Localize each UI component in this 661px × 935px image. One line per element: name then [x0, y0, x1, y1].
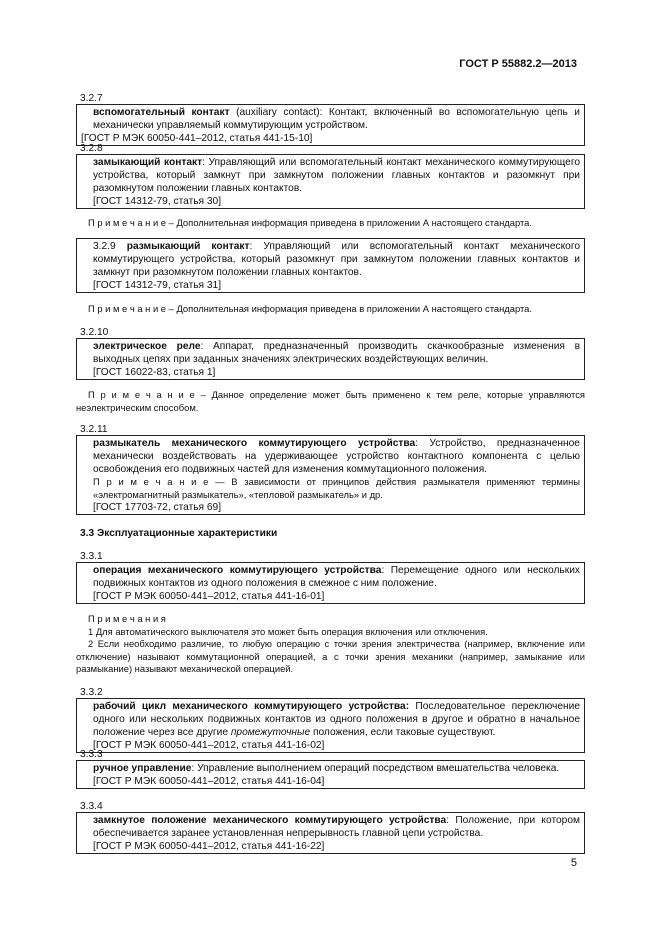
definition-box	[76, 698, 585, 753]
definition: : Устройство, предназначенное механически воздействовать на удерживающее устройство контактного компонента с целью освобождения его подвижных частей для изменения коммутационного положения.	[93, 438, 580, 475]
notes-title: П р и м е ч а н и я	[88, 613, 166, 624]
definition-box	[76, 338, 585, 380]
definition-text	[81, 106, 580, 132]
definition-text	[81, 240, 580, 279]
note-label: П р и м е ч а н и е	[88, 303, 167, 314]
page-number: 5	[570, 857, 577, 869]
source-reference: [ГОСТ 16022-83, статья 1]	[93, 367, 216, 378]
source-reference: [ГОСТ Р МЭК 60050-441–2012, статья 441-15-10]	[81, 133, 313, 144]
note-text: – Дополнительная информация приведена в приложении А настоящего стандарта.	[166, 217, 532, 228]
note-item: 1 Для автоматического выключателя это может быть операция включения или отключения.	[88, 625, 488, 637]
notes-block	[76, 613, 585, 676]
term: размыкающий контакт	[126, 241, 250, 252]
entry-number: 3.3.3	[80, 749, 103, 760]
source-reference: [ГОСТ Р МЭК 60050-441–2012, статья 441-16-02]	[93, 740, 325, 751]
entry-number: 3.2.9	[93, 241, 116, 252]
definition-box	[76, 154, 585, 209]
term: операция механического коммутирующего устройства	[93, 565, 382, 576]
definition-box	[76, 238, 585, 293]
note-text: – Дополнительная информация приведена в приложении А настоящего стандарта.	[166, 303, 532, 314]
note-text: — В зависимости от принципов действия размыкателя применяют термины «электромагнитный размыкатель», «тепловой размыкатель» и др.	[93, 476, 580, 500]
definition-text	[81, 437, 580, 476]
note	[76, 389, 585, 414]
term: электрическое реле	[93, 341, 201, 352]
note-label: П р и м е ч а н и е	[88, 217, 167, 228]
note-item: 2 Если необходимо различие, то любую операцию с точки зрения электричества (например, включение или отключение) называют коммутационной операцией, а с точки зрения механики (например, замыкание или размыкание) называют механической операцией.	[76, 638, 585, 674]
definition-text	[81, 564, 580, 590]
definition-text	[81, 700, 580, 739]
definition-box	[76, 562, 585, 604]
definition: : Положение, при котором обеспечивается заранее установленная непрерывность главной цепи устройства.	[93, 815, 580, 839]
entry-number: 3.2.10	[80, 327, 109, 338]
term: замыкающий контакт	[93, 157, 203, 168]
term: размыкатель механического коммутирующего устройства	[93, 438, 416, 449]
definition: : Управление выполнением операций посредством вмешательства человека.	[191, 763, 560, 774]
definition: Последовательное переключение одного или нескольких подвижных контактов из одного положения в другое и обратно в начальное положение через все другие	[93, 701, 580, 738]
definition-box	[76, 812, 585, 854]
term: ручное управление	[93, 763, 192, 774]
term: вспомогательный контакт	[93, 107, 230, 118]
entry-number: 3.3.4	[80, 801, 103, 812]
note	[81, 476, 580, 501]
document-header: ГОСТ Р 55882.2—2013	[459, 58, 577, 70]
source-reference: [ГОСТ Р МЭК 60050-441–2012, статья 441-16-01]	[93, 591, 325, 602]
definition-text	[81, 762, 580, 775]
definition-text	[81, 156, 580, 195]
definition: (auxiliary contact): Контакт, включенный во вспомогательную цепь и механически управляемый коммутирующим устройством.	[93, 107, 581, 131]
definition: : Управляющий или вспомогательный контакт механического коммутирующего устройства, который разомкнут при замкнутом положении главных контактов и замкнут при разомкнутом положении главных контактов.	[93, 241, 580, 278]
definition-box	[76, 104, 585, 146]
note-text: – Данное определение может быть применено к тем реле, которые управляются неэлектрическим способом.	[76, 389, 585, 413]
entry-number: 3.3.1	[80, 551, 103, 562]
note	[76, 303, 585, 316]
note-label: П р и м е ч а н и е	[88, 389, 195, 400]
definition: : Перемещение одного или нескольких подвижных контактов из одного положения в смежное с ним положение.	[93, 565, 580, 589]
term: замкнутое положение механического коммутирующего устройства	[93, 815, 447, 826]
source-reference: [ГОСТ 14312-79, статья 30]	[93, 196, 222, 207]
source-reference: [ГОСТ 17703-72, статья 69]	[93, 502, 222, 513]
term: рабочий цикл механического коммутирующего устройства:	[93, 701, 410, 712]
definition-text	[81, 814, 580, 840]
section-heading: 3.3 Эксплуатационные характеристики	[80, 528, 278, 539]
entry-number: 3.2.7	[80, 93, 103, 104]
entry-number: 3.3.2	[80, 687, 103, 698]
note	[76, 217, 585, 230]
definition: положения, если таковые существуют.	[310, 727, 496, 738]
definition-italic: промежуточные	[230, 727, 311, 738]
definition-box	[76, 760, 585, 789]
definition: : Аппарат, предназначенный производить скачкообразные изменения в выходных цепях при заданных значениях электрических воздействующих величин.	[93, 341, 580, 365]
source-reference: [ГОСТ 14312-79, статья 31]	[93, 280, 222, 291]
note-label: П р и м е ч а н и е	[93, 476, 209, 487]
source-reference: [ГОСТ Р МЭК 60050-441–2012, статья 441-16-04]	[93, 776, 325, 787]
source-reference: [ГОСТ Р МЭК 60050-441–2012, статья 441-16-22]	[93, 841, 325, 852]
definition: : Управляющий или вспомогательный контакт механического коммутирующего устройства, который замкнут при замкнутом положении главных контактов и разомкнут при разомкнутом положении главных контактов.	[93, 157, 580, 194]
definition-box	[76, 435, 585, 515]
definition-text	[81, 340, 580, 366]
entry-number: 3.2.8	[80, 143, 103, 154]
entry-number: 3.2.11	[80, 424, 108, 435]
